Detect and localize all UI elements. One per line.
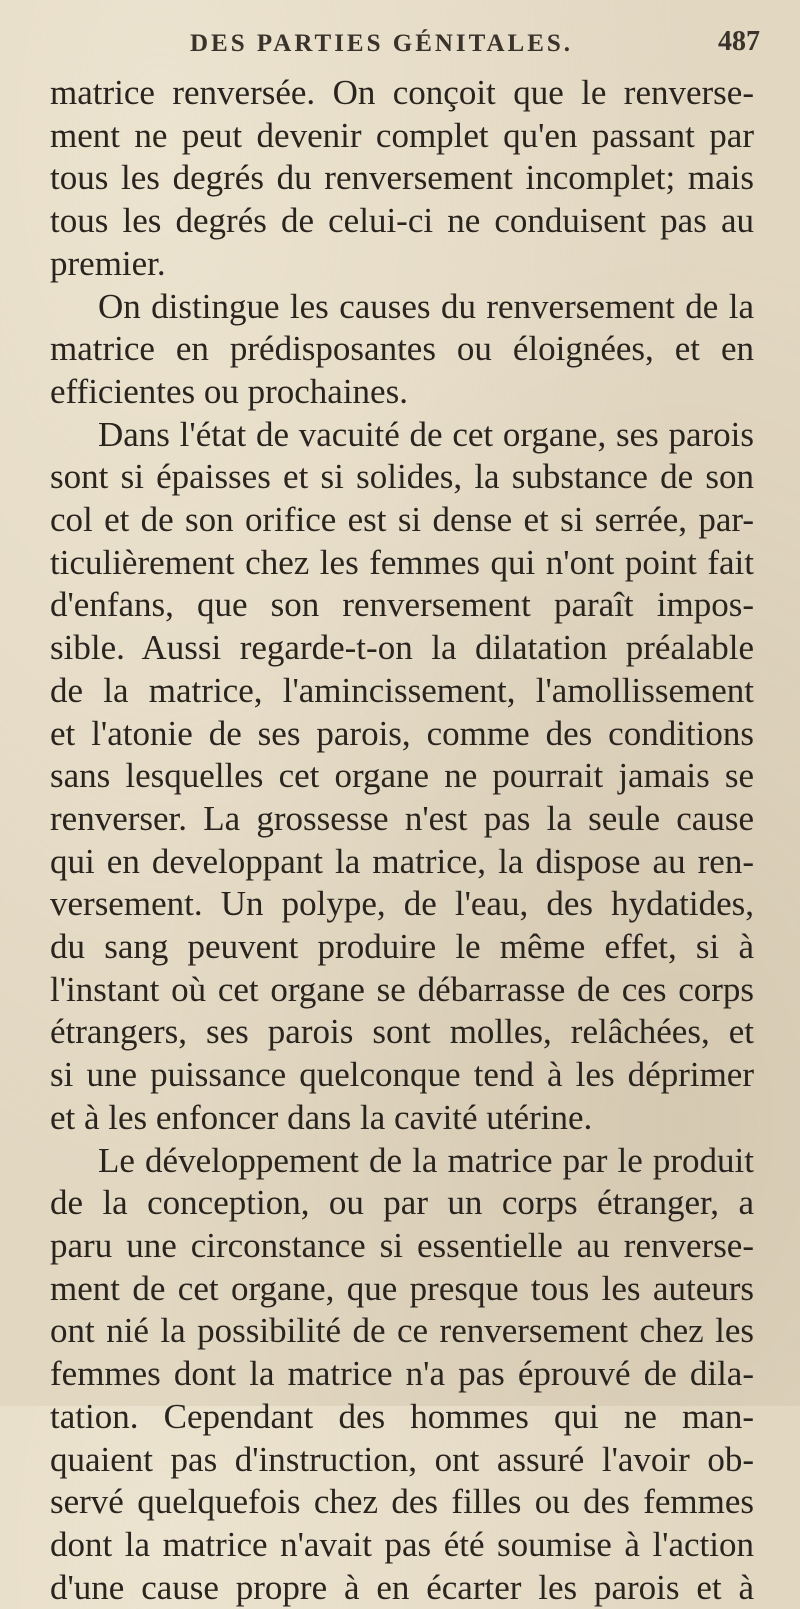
text-line: paru une circonstance si essentielle au renverse- <box>50 1225 754 1265</box>
text-line: sont si épaisses et si solides, la substance de son <box>50 457 754 497</box>
text-line: efficientes ou prochaines. <box>50 371 408 411</box>
text-line: l'instant où cet organe se débarrasse de ces corps <box>50 969 754 1009</box>
text-line: sible. Aussi regarde-t-on la dilatation préalable <box>50 628 754 668</box>
text-line: quaient pas d'instruction, ont assuré l'avoir ob- <box>50 1439 754 1479</box>
text-line: de la matrice, l'amincissement, l'amollissement <box>50 670 754 710</box>
text-line: sans lesquelles cet organe ne pourrait jamais se <box>50 756 754 796</box>
text-line: du sang peuvent produire le même effet, si à <box>50 927 754 967</box>
paragraph <box>50 286 754 414</box>
body-text <box>50 72 754 1609</box>
text-line: On distingue les causes du renversement de la <box>98 286 754 326</box>
text-line: ticulièrement chez les femmes qui n'ont point fait <box>50 542 754 582</box>
text-line: d'une cause propre à en écarter les parois et à <box>50 1567 754 1607</box>
text-line: ment ne peut devenir complet qu'en passant par <box>50 115 754 155</box>
text-line: col et de son orifice est si dense et si serrée, par- <box>50 500 754 540</box>
text-line: de la conception, ou par un corps étranger, a <box>50 1183 754 1223</box>
text-line: ont nié la possibilité de ce renversement chez les <box>50 1311 754 1351</box>
page-number: 487 <box>718 26 760 57</box>
text-line: ment de cet organe, que presque tous les auteurs <box>50 1268 754 1308</box>
text-line: étrangers, ses parois sont molles, relâchées, et <box>50 1012 754 1052</box>
text-line: premier. <box>50 243 166 283</box>
running-title: DES PARTIES GÉNITALES. <box>190 30 574 57</box>
text-line: tous les degrés du renversement incomplet; mais <box>50 158 754 198</box>
paragraph <box>50 414 754 1140</box>
text-line: renverser. La grossesse n'est pas la seule cause <box>50 798 754 838</box>
text-line: servé quelquefois chez des filles ou des femmes <box>50 1482 754 1522</box>
text-line: matrice en prédisposantes ou éloignées, et en <box>50 329 754 369</box>
text-line: et à les enfoncer dans la cavité utérine. <box>50 1097 593 1137</box>
text-line: versement. Un polype, de l'eau, des hydatides, <box>50 884 754 924</box>
text-line: dont la matrice n'avait pas été soumise à l'action <box>50 1524 754 1564</box>
text-line: Le développement de la matrice par le produit <box>98 1140 754 1180</box>
paragraph <box>50 72 754 286</box>
paragraph <box>50 1140 754 1609</box>
text-line: d'enfans, que son renversement paraît impos- <box>50 585 754 625</box>
text-line: tation. Cependant des hommes qui ne man- <box>50 1396 754 1436</box>
page-header <box>50 22 760 66</box>
text-line: matrice renversée. On conçoit que le renverse- <box>50 73 754 112</box>
text-line: tous les degrés de celui-ci ne conduisent pas au <box>50 201 754 241</box>
text-line: Dans l'état de vacuité de cet organe, ses parois <box>98 414 754 454</box>
text-line: et l'atonie de ses parois, comme des conditions <box>50 713 754 753</box>
text-line: si une puissance quelconque tend à les déprimer <box>50 1055 754 1095</box>
text-line: qui en developpant la matrice, la dispose au ren- <box>50 841 754 881</box>
text-line: femmes dont la matrice n'a pas éprouvé de dila- <box>50 1354 754 1394</box>
